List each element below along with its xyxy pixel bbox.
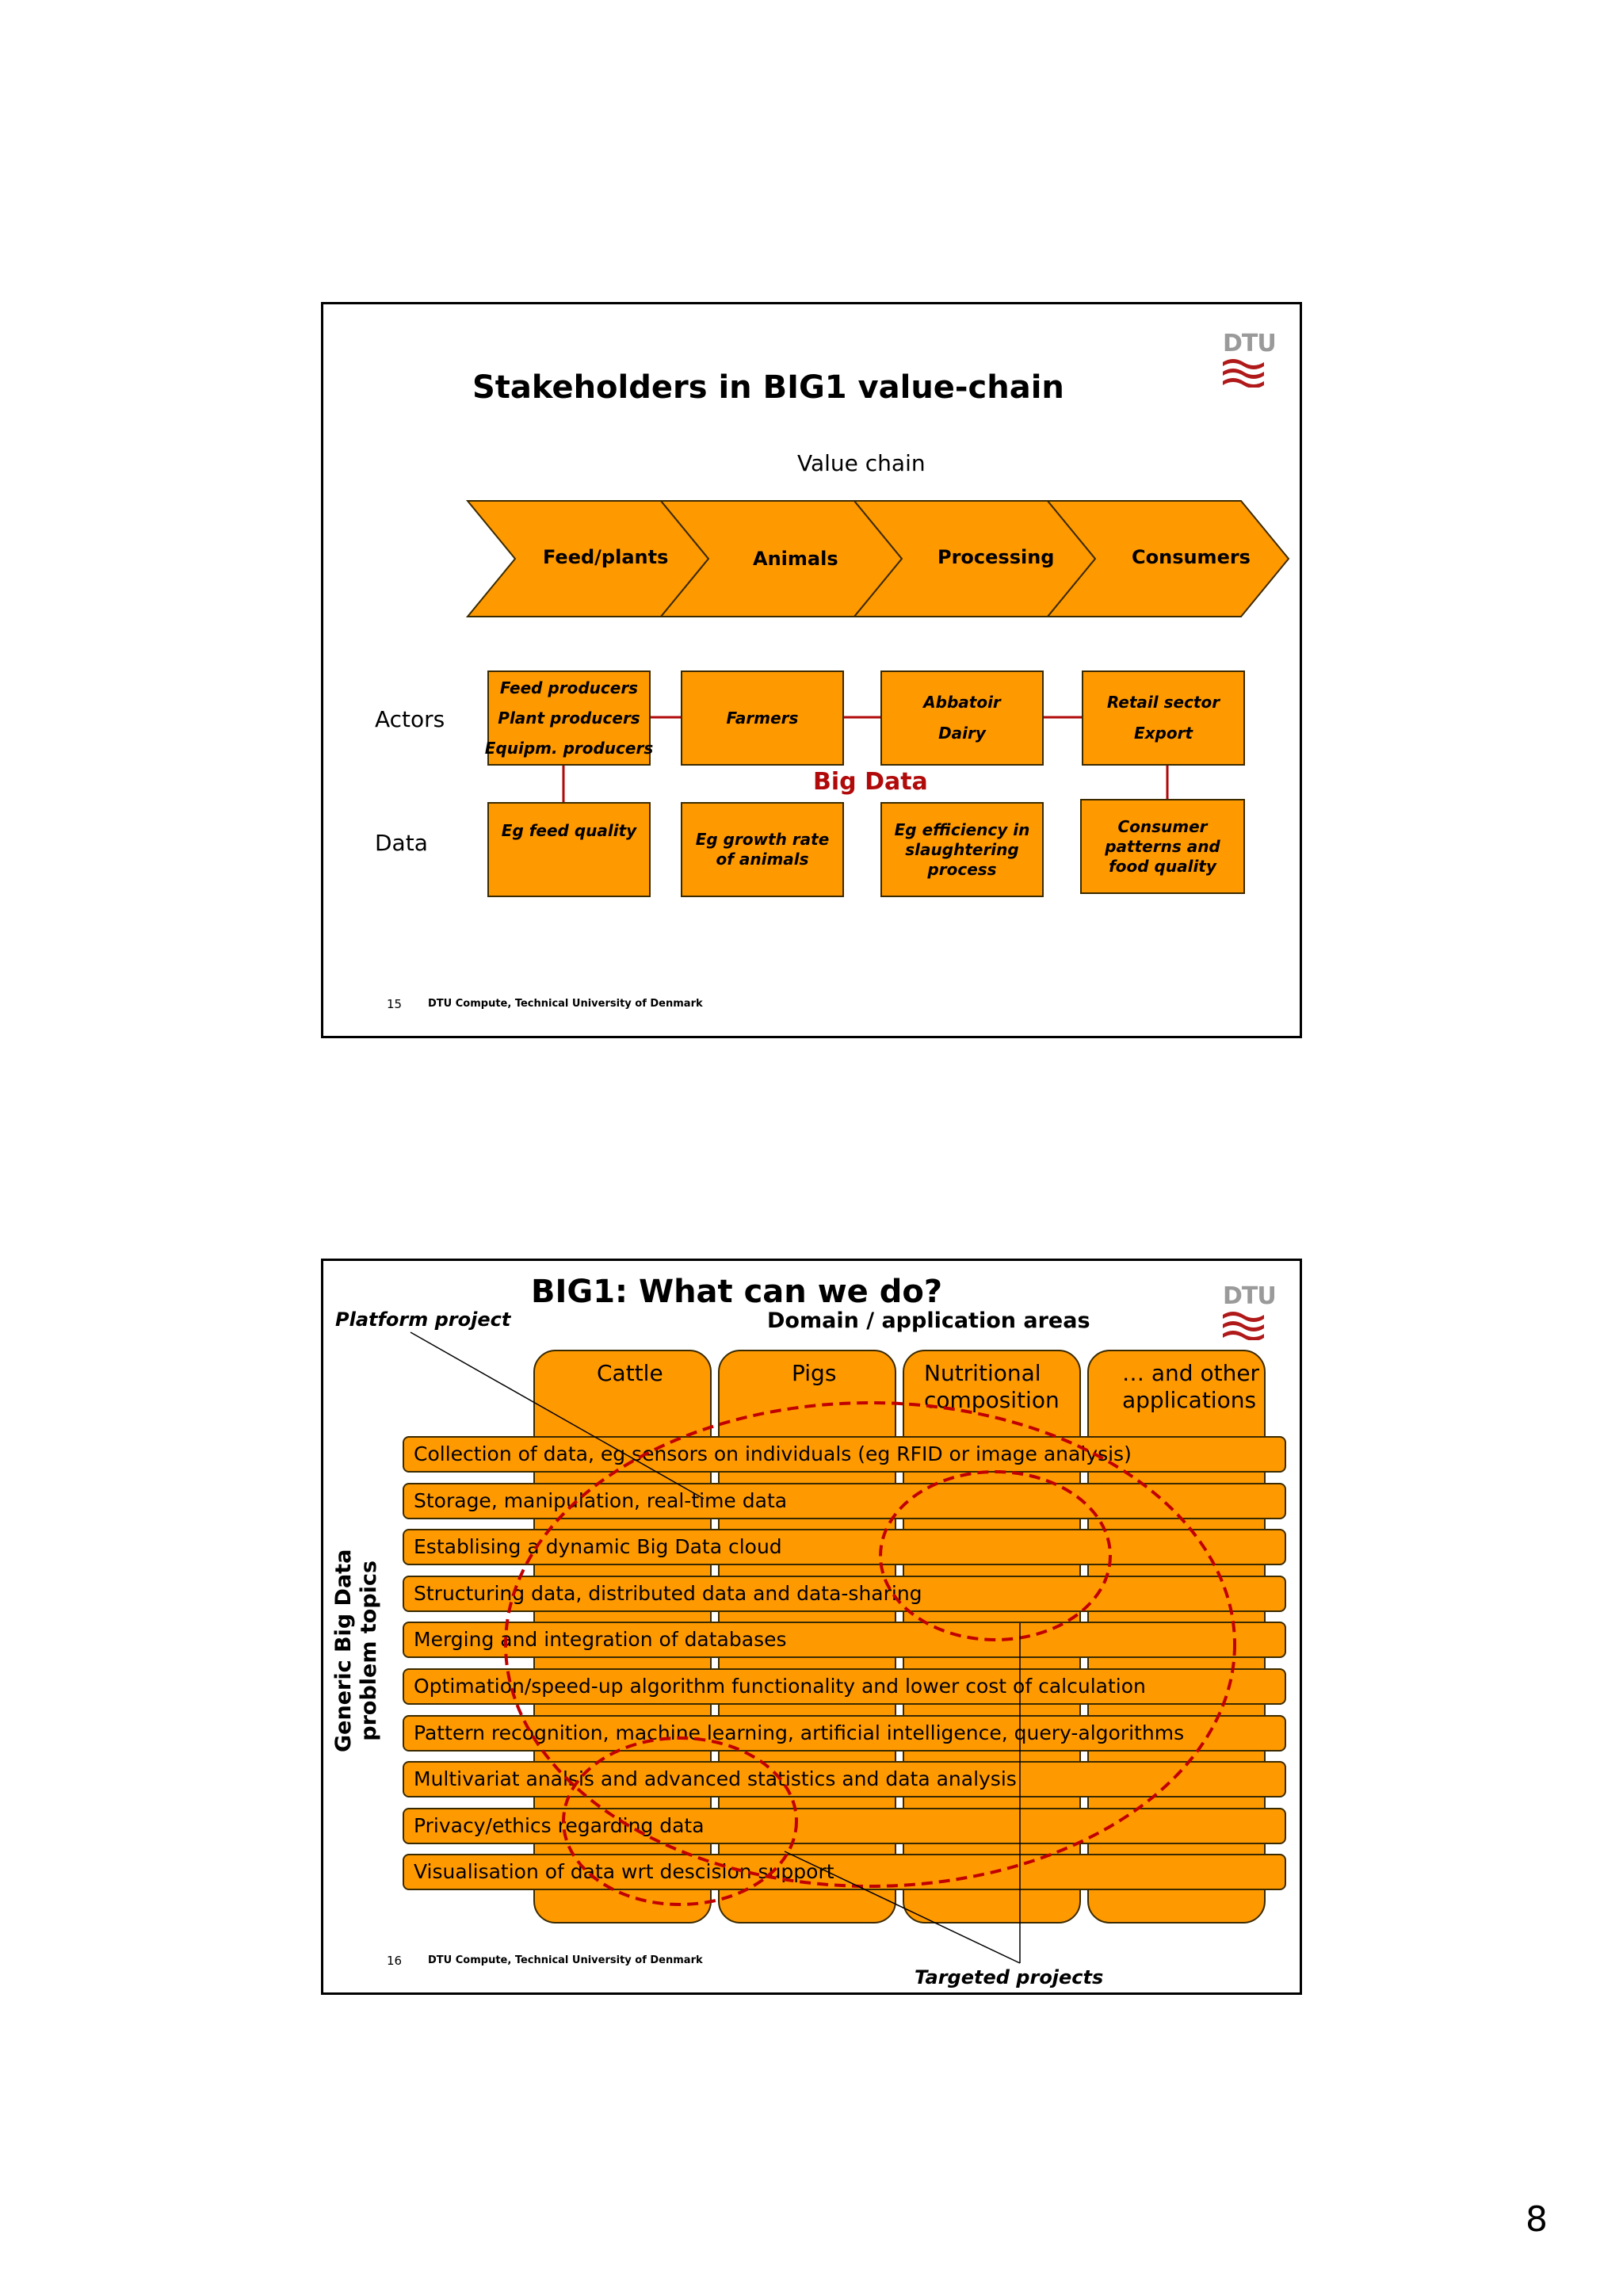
data-line: of animals: [716, 850, 809, 869]
column-label-line: Nutritional: [924, 1360, 1041, 1386]
actor-line: Export: [1133, 724, 1193, 743]
data-box-growth: [681, 802, 844, 897]
actor-line: Abbatoir: [923, 693, 1001, 712]
domain-label: Domain / application areas: [767, 1308, 1090, 1333]
slide-title: Stakeholders in BIG1 value-chain: [472, 369, 1064, 406]
generic-topics-label-line: problem topics: [357, 1560, 381, 1741]
platform-project-label: Platform project: [335, 1308, 511, 1331]
topic-row: Visualisation of data wrt descision support: [403, 1854, 1286, 1890]
slide-15: [321, 302, 1302, 1038]
data-box-efficiency: [880, 802, 1044, 897]
column-label-line: applications: [1122, 1387, 1257, 1413]
targeted-projects-label: Targeted projects: [915, 1966, 1104, 1988]
chevron-label-processing: Processing: [938, 546, 1055, 568]
generic-topics-label-line: Generic Big Data: [331, 1549, 356, 1752]
dtu-logo-text: DTU: [1223, 330, 1276, 357]
targeted-project-ellipse-cattle: [563, 1738, 796, 1904]
slide-number: 16: [387, 1954, 403, 1968]
chevron-label-animals: Animals: [753, 548, 838, 570]
topic-row: Privacy/ethics regarding data: [403, 1808, 1286, 1844]
data-line: Consumer: [1117, 816, 1208, 836]
topic-row: Storage, manipulation, real-time data: [403, 1483, 1286, 1519]
annotation-overlay: [323, 1261, 1300, 1992]
column-label-line: … and other: [1122, 1360, 1260, 1386]
actor-line: Dairy: [938, 724, 986, 743]
topic-row: Merging and integration of databases: [403, 1622, 1286, 1658]
topic-row: Multivariat analsis and advanced statistics and data analysis: [403, 1761, 1286, 1797]
actor-box-farmers: [681, 670, 844, 766]
chevron-label-consumers: Consumers: [1132, 546, 1251, 568]
data-line: slaughtering: [905, 839, 1019, 859]
chevron-label-feed-plants: Feed/plants: [543, 546, 669, 568]
data-line: Eg feed quality: [501, 821, 637, 840]
actor-line: Plant producers: [498, 708, 640, 728]
row-label-data: Data: [375, 830, 428, 856]
data-line: food quality: [1109, 856, 1216, 876]
data-line: process: [927, 859, 997, 879]
data-box-consumer: [1080, 799, 1245, 894]
value-chain-label: Value chain: [797, 450, 926, 476]
actor-box-feed: [484, 670, 654, 766]
targeted-project-ellipse-nutritional: [880, 1472, 1110, 1640]
actor-box-abbatoir: [880, 670, 1044, 766]
actor-line: Feed producers: [499, 678, 639, 697]
actor-line: Retail sector: [1106, 693, 1220, 712]
page-number: 8: [1526, 2199, 1548, 2240]
topic-row: Optimation/speed-up algorithm functionality and lower cost of calculation: [403, 1668, 1286, 1705]
row-label-actors: Actors: [375, 706, 445, 732]
topic-row: Structuring data, distributed data and data-sharing: [403, 1576, 1286, 1612]
data-line: patterns and: [1105, 836, 1220, 856]
actor-line: Equipm. producers: [484, 738, 654, 758]
actor-line: Farmers: [726, 708, 799, 728]
topic-row: Establising a dynamic Big Data cloud: [403, 1529, 1286, 1565]
platform-project-ellipse: [506, 1403, 1235, 1886]
slide-footer: DTU Compute, Technical University of Denmark: [428, 1954, 703, 1966]
topic-row: Collection of data, eg sensors on individuals (eg RFID or image analysis): [403, 1436, 1286, 1473]
topic-row: Pattern recognition, machine learning, artificial intelligence, query-algorithms: [403, 1715, 1286, 1752]
big-data-label: Big Data: [813, 768, 928, 796]
data-box-feed: [487, 802, 651, 897]
actor-box-retail: [1082, 670, 1245, 766]
dtu-logo-text: DTU: [1223, 1282, 1276, 1310]
column-label-line: composition: [924, 1387, 1060, 1413]
column-label-line: Pigs: [792, 1360, 837, 1386]
slide-number: 15: [387, 997, 403, 1011]
slide-title: BIG1: What can we do?: [531, 1274, 943, 1310]
slide-footer: DTU Compute, Technical University of Denmark: [428, 998, 703, 1010]
data-line: Eg efficiency in: [894, 819, 1030, 839]
column-label-line: Cattle: [597, 1360, 663, 1386]
data-line: Eg growth rate: [695, 830, 830, 849]
slide-16: [321, 1259, 1302, 1995]
